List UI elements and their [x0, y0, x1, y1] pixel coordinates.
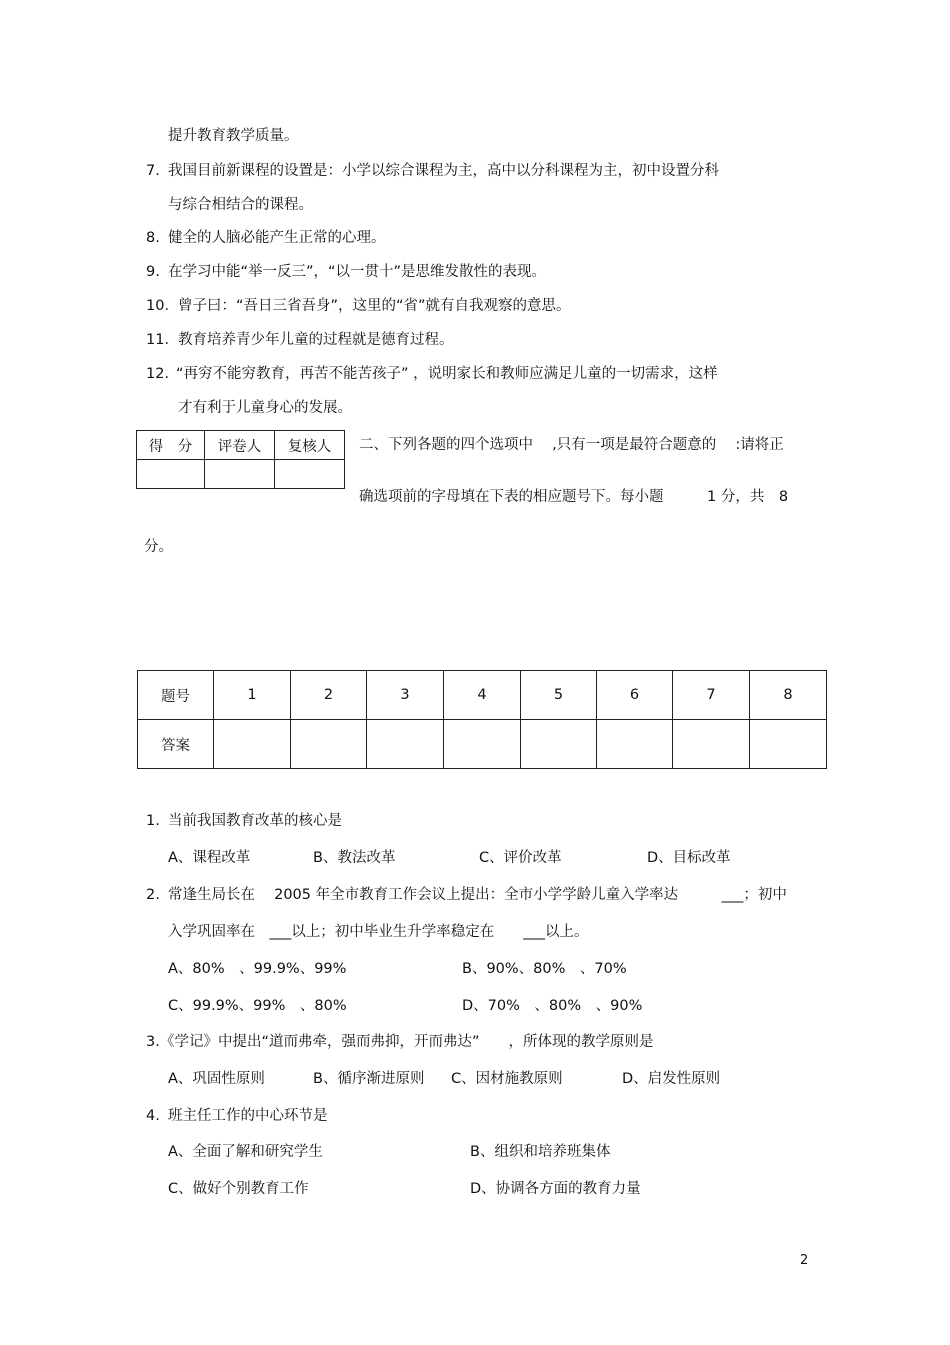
- answer-table-number: 4: [444, 671, 521, 720]
- answer-cell: [291, 720, 367, 769]
- grading-header-reviewer: 复核人: [275, 431, 345, 460]
- tf-item-number: 8.: [146, 230, 160, 246]
- answer-cell: [750, 720, 827, 769]
- tf-item-number: 11．: [146, 332, 179, 348]
- option-c: C、99.9%、99% 、80%: [168, 998, 347, 1014]
- answer-cell: [444, 720, 521, 769]
- answer-table-number: 7: [673, 671, 750, 720]
- tf-item-number: 7.: [146, 163, 160, 179]
- option-a: A、80% 、99.9%、99%: [168, 961, 347, 977]
- option-b: B、90%、80% 、70%: [462, 961, 627, 977]
- tf-item-text: 才有利于儿童身心的发展。: [178, 400, 352, 416]
- section-2-instructions-line1: 二、下列各题的四个选项中 ,只有一项是最符合题意的 :请将正: [359, 437, 784, 453]
- page-number: 2: [800, 1253, 809, 1268]
- option-d: D、启发性原则: [622, 1071, 721, 1087]
- option-c: C、做好个别教育工作: [168, 1181, 309, 1197]
- answer-cell: [367, 720, 444, 769]
- option-d: D、协调各方面的教育力量: [470, 1181, 641, 1197]
- tf-item-text: 在学习中能“举一反三”，“以一贯十”是思维发散性的表现。: [168, 264, 547, 280]
- grading-cell-grader: [205, 460, 275, 489]
- tf-item-number: 12．: [146, 366, 179, 382]
- tf-item-text: 教育培养青少年儿童的过程就是德育过程。: [178, 332, 454, 348]
- question-stem: 入学巩固率在 ___以上；初中毕业生升学率稳定在 ___以上。: [168, 924, 589, 940]
- answer-cell: [521, 720, 597, 769]
- answer-table-number: 2: [291, 671, 367, 720]
- answer-table-number: 5: [521, 671, 597, 720]
- tf-item-text: 健全的人脑必能产生正常的心理。: [168, 230, 386, 246]
- question-number: 4.: [146, 1108, 160, 1124]
- answer-table-number: 6: [597, 671, 673, 720]
- question-stem: 《学记》中提出“道而弗牵，强而弗抑，开而弗达” ，所体现的教学原则是: [160, 1034, 654, 1050]
- tf-item-text: 我国目前新课程的设置是：小学以综合课程为主，高中以分科课程为主，初中设置分科: [168, 163, 719, 179]
- tf-item-text: 曾子曰：“吾日三省吾身”，这里的“省”就有自我观察的意思。: [178, 298, 571, 314]
- grading-table: [136, 430, 345, 489]
- grading-header-grader: 评卷人: [205, 431, 275, 460]
- option-a: A、全面了解和研究学生: [168, 1144, 323, 1160]
- tf-item-text: 与综合相结合的课程。: [168, 197, 313, 213]
- grading-cell-score: [137, 460, 205, 489]
- option-c: C、因材施教原则: [451, 1071, 563, 1087]
- question-number: 2.: [146, 887, 160, 903]
- section-2-instructions-line2: 确选项前的字母填在下表的相应题号下。每小题 1 分，共 8: [359, 489, 789, 505]
- option-d: D、目标改革: [647, 850, 731, 866]
- question-number: 1.: [146, 813, 160, 829]
- question-stem: 班主任工作的中心环节是: [168, 1108, 328, 1124]
- answer-table-number: 8: [750, 671, 827, 720]
- option-a: A、巩固性原则: [168, 1071, 265, 1087]
- question-number: 3.: [146, 1034, 160, 1050]
- answer-table-row-label: 答案: [138, 720, 214, 769]
- option-d: D、70% 、80% 、90%: [462, 998, 643, 1014]
- tf-item-number: 10．: [146, 298, 179, 314]
- answer-cell: [673, 720, 750, 769]
- answer-table-number: 1: [214, 671, 291, 720]
- tf-item-text: “再穷不能穷教育，再苦不能苦孩子” ，说明家长和教师应满足儿童的一切需求，这样: [176, 366, 718, 382]
- option-b: B、组织和培养班集体: [470, 1144, 611, 1160]
- question-stem: 常逢生局长在 2005 年全市教育工作会议上提出：全市小学学龄儿童入学率达 ___；初中: [168, 887, 787, 903]
- tf-item-number: 9.: [146, 264, 160, 280]
- grading-header-score: 得 分: [137, 431, 205, 460]
- option-b: B、循序渐进原则: [313, 1071, 425, 1087]
- grading-cell-reviewer: [275, 460, 345, 489]
- option-b: B、教法改革: [313, 850, 396, 866]
- answer-cell: [597, 720, 673, 769]
- option-a: A、课程改革: [168, 850, 251, 866]
- tf-item-6-continuation: 提升教育教学质量。: [168, 128, 299, 144]
- question-stem: 当前我国教育改革的核心是: [168, 813, 342, 829]
- answer-table-number: 3: [367, 671, 444, 720]
- answer-table: [137, 670, 827, 769]
- section-2-instructions-line3: 分。: [144, 539, 173, 555]
- answer-cell: [214, 720, 291, 769]
- option-c: C、评价改革: [479, 850, 562, 866]
- answer-table-row-label: 题号: [138, 671, 214, 720]
